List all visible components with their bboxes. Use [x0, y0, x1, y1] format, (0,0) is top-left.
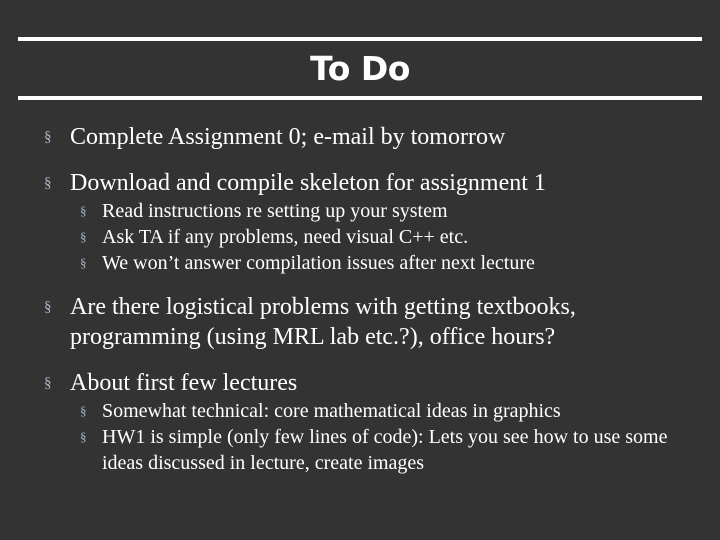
sub-bullet-marker-icon: §: [80, 429, 87, 444]
sub-bullet-marker-icon: §: [80, 229, 87, 244]
bullet-item: [44, 168, 694, 198]
sub-bullet-list: [80, 398, 694, 476]
bullet-text: Are there logistical problems with getting textbooks, programming (using MRL lab etc.?), office hours?: [70, 294, 576, 350]
sub-bullet-text: We won’t answer compilation issues after next lecture: [102, 252, 535, 274]
sub-bullet-marker-icon: §: [80, 403, 87, 418]
bullet-text: Download and compile skeleton for assignment 1: [70, 170, 546, 196]
sub-bullet-item: [80, 224, 694, 250]
sub-bullet-text: Read instructions re setting up your system: [102, 200, 448, 222]
bullet-marker-icon: §: [44, 129, 52, 145]
sub-bullet-item: [80, 398, 694, 424]
sub-bullet-item: [80, 424, 694, 476]
slide-content: [44, 122, 694, 492]
bullet-text: Complete Assignment 0; e-mail by tomorrow: [70, 124, 506, 150]
slide-title: To Do: [310, 49, 410, 88]
sub-bullet-text: HW1 is simple (only few lines of code): Lets you see how to use some ideas discussed in lecture, create images: [102, 426, 668, 474]
sub-bullet-marker-icon: §: [80, 255, 87, 270]
bullet-marker-icon: §: [44, 299, 52, 315]
title-bottom-rule: [18, 96, 702, 100]
bullet-text: About first few lectures: [70, 370, 298, 396]
sub-bullet-text: Ask TA if any problems, need visual C++ etc.: [102, 226, 469, 248]
bullet-item: [44, 292, 694, 352]
title-top-rule: [18, 37, 702, 41]
bullet-item: [44, 368, 694, 398]
bullet-item: [44, 122, 694, 152]
bullet-marker-icon: §: [44, 375, 52, 391]
sub-bullet-item: [80, 198, 694, 224]
bullet-marker-icon: §: [44, 175, 52, 191]
sub-bullet-list: [80, 198, 694, 276]
sub-bullet-marker-icon: §: [80, 203, 87, 218]
sub-bullet-text: Somewhat technical: core mathematical ideas in graphics: [102, 400, 561, 422]
sub-bullet-item: [80, 250, 694, 276]
